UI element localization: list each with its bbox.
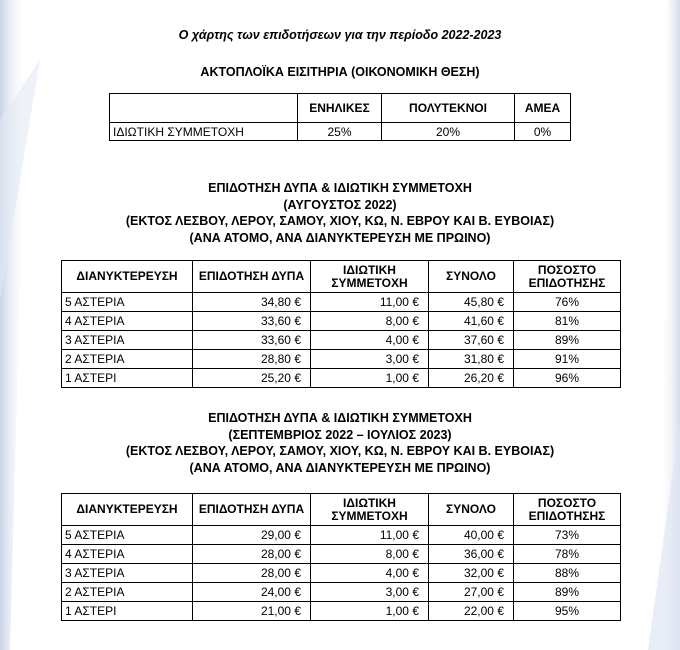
- cell: 3,00 €: [311, 350, 429, 369]
- cell: 34,80 €: [193, 293, 311, 312]
- cell: 8,00 €: [311, 545, 429, 564]
- cell: 33,60 €: [193, 312, 311, 331]
- cell: 33,60 €: [193, 331, 311, 350]
- cell: ΙΔΙΩΤΙΚΗ ΣΥΜΜΕΤΟΧΗ: [110, 123, 298, 141]
- cell: 91%: [514, 350, 621, 369]
- cell: 11,00 €: [311, 526, 429, 545]
- cell: 5 ΑΣΤΕΡΙΑ: [62, 293, 193, 312]
- cell: 89%: [514, 331, 621, 350]
- cell: 5 ΑΣΤΕΡΙΑ: [62, 526, 193, 545]
- header-cell: [110, 94, 298, 123]
- header-cell: ΣΥΝΟΛΟ: [429, 261, 514, 293]
- cell: 3 ΑΣΤΕΡΙΑ: [62, 564, 193, 583]
- table-row: [62, 526, 621, 545]
- cell: 95%: [514, 602, 621, 621]
- fares-heading: ΑΚΤΟΠΛΟΪΚΑ ΕΙΣΙΤΗΡΙΑ (ΟΙΚΟΝΟΜΙΚΗ ΘΕΣΗ): [200, 65, 480, 79]
- header-cell: ΠΟΛΥΤΕΚΝΟΙ: [382, 94, 515, 123]
- cell: 88%: [514, 564, 621, 583]
- cell: 22,00 €: [429, 602, 514, 621]
- cell: 26,20 €: [429, 369, 514, 388]
- header-cell: ΙΔΙΩΤΙΚΗ ΣΥΜΜΕΤΟΧΗ: [311, 494, 429, 526]
- cell: 73%: [514, 526, 621, 545]
- header-cell: ΕΠΙΔΟΤΗΣΗ ΔΥΠΑ: [193, 261, 311, 293]
- cell: 96%: [514, 369, 621, 388]
- cell: 25,20 €: [193, 369, 311, 388]
- cell: 2 ΑΣΤΕΡΙΑ: [62, 583, 193, 602]
- page-title: Ο χάρτης των επιδοτήσεων για την περίοδο 2022-2023: [178, 28, 502, 42]
- cell: 1,00 €: [311, 602, 429, 621]
- cell: 2 ΑΣΤΕΡΙΑ: [62, 350, 193, 369]
- cell: 45,80 €: [429, 293, 514, 312]
- cell: 27,00 €: [429, 583, 514, 602]
- cell: 0%: [515, 123, 571, 141]
- table-header-row: [62, 261, 621, 293]
- header-cell: ΕΠΙΔΟΤΗΣΗ ΔΥΠΑ: [193, 494, 311, 526]
- table-row: [62, 312, 621, 331]
- cell: 25%: [298, 123, 382, 141]
- cell: 4,00 €: [311, 564, 429, 583]
- august-heading: ΕΠΙΔΟΤΗΣΗ ΔΥΠΑ & ΙΔΙΩΤΙΚΗ ΣΥΜΜΕΤΟΧΗ (ΑΥΓΟΥΣΤΟΣ 2022) (ΕΚΤΟΣ ΛΕΣΒΟΥ, ΛΕΡΟΥ, ΣΑΜΟΥ, ΧΙΟΥ, ΚΩ, Ν. ΕΒΡΟΥ ΚΑΙ Β. ΕΥΒΟΙΑΣ) (ΑΝΑ ΑΤΟΜΟ, ΑΝΑ ΔΙΑΝΥΚΤΕΡΕΥΣΗ ΜΕ ΠΡΩΙΝΟ): [125, 181, 555, 245]
- cell: 11,00 €: [311, 293, 429, 312]
- cell: 41,60 €: [429, 312, 514, 331]
- cell: 1 ΑΣΤΕΡΙ: [62, 369, 193, 388]
- cell: 20%: [382, 123, 515, 141]
- cell: 28,00 €: [193, 545, 311, 564]
- table-row: [62, 293, 621, 312]
- cell: 40,00 €: [429, 526, 514, 545]
- header-cell: ΙΔΙΩΤΙΚΗ ΣΥΜΜΕΤΟΧΗ: [311, 261, 429, 293]
- table-row: [62, 331, 621, 350]
- cell: 37,60 €: [429, 331, 514, 350]
- table-row: [62, 602, 621, 621]
- cell: 8,00 €: [311, 312, 429, 331]
- table-row: [62, 583, 621, 602]
- table-row: [62, 350, 621, 369]
- header-cell: ΔΙΑΝΥΚΤΕΡΕΥΣΗ: [62, 261, 193, 293]
- cell: 31,80 €: [429, 350, 514, 369]
- cell: 4 ΑΣΤΕΡΙΑ: [62, 545, 193, 564]
- season-heading: ΕΠΙΔΟΤΗΣΗ ΔΥΠΑ & ΙΔΙΩΤΙΚΗ ΣΥΜΜΕΤΟΧΗ (ΣΕΠΤΕΜΒΡΙΟΣ 2022 – ΙΟΥΛΙΟΣ 2023) (ΕΚΤΟΣ ΛΕΣΒΟΥ, ΛΕΡΟΥ, ΣΑΜΟΥ, ΧΙΟΥ, ΚΩ, Ν. ΕΒΡΟΥ ΚΑΙ Β. ΕΥΒΟΙΑΣ) (ΑΝΑ ΑΤΟΜΟ, ΑΝΑ ΔΙΑΝΥΚΤΕΡΕΥΣΗ ΜΕ ΠΡΩΙΝΟ): [125, 411, 555, 475]
- header-cell: ΕΝΗΛΙΚΕΣ: [298, 94, 382, 123]
- cell: 4 ΑΣΤΕΡΙΑ: [62, 312, 193, 331]
- cell: 4,00 €: [311, 331, 429, 350]
- table-row: [62, 564, 621, 583]
- header-cell: ΠΟΣΟΣΤΟ ΕΠΙΔΟΤΗΣΗΣ: [514, 261, 621, 293]
- cell: 3 ΑΣΤΕΡΙΑ: [62, 331, 193, 350]
- cell: 28,00 €: [193, 564, 311, 583]
- cell: 1,00 €: [311, 369, 429, 388]
- fares-table: [109, 93, 571, 141]
- cell: 32,00 €: [429, 564, 514, 583]
- cell: 76%: [514, 293, 621, 312]
- cell: 36,00 €: [429, 545, 514, 564]
- table-row: [62, 545, 621, 564]
- cell: 24,00 €: [193, 583, 311, 602]
- cell: 29,00 €: [193, 526, 311, 545]
- table-row: [62, 369, 621, 388]
- cell: 1 ΑΣΤΕΡΙ: [62, 602, 193, 621]
- table-header-row: [62, 494, 621, 526]
- header-cell: ΑΜΕΑ: [515, 94, 571, 123]
- cell: 89%: [514, 583, 621, 602]
- table-header-row: [110, 94, 571, 123]
- cell: 78%: [514, 545, 621, 564]
- cell: 81%: [514, 312, 621, 331]
- header-cell: ΠΟΣΟΣΤΟ ΕΠΙΔΟΤΗΣΗΣ: [514, 494, 621, 526]
- cell: 28,80 €: [193, 350, 311, 369]
- table-row: [110, 123, 571, 141]
- season-subsidy-table: [61, 493, 621, 621]
- cell: 21,00 €: [193, 602, 311, 621]
- cell: 3,00 €: [311, 583, 429, 602]
- august-subsidy-table: [61, 260, 621, 388]
- header-cell: ΔΙΑΝΥΚΤΕΡΕΥΣΗ: [62, 494, 193, 526]
- header-cell: ΣΥΝΟΛΟ: [429, 494, 514, 526]
